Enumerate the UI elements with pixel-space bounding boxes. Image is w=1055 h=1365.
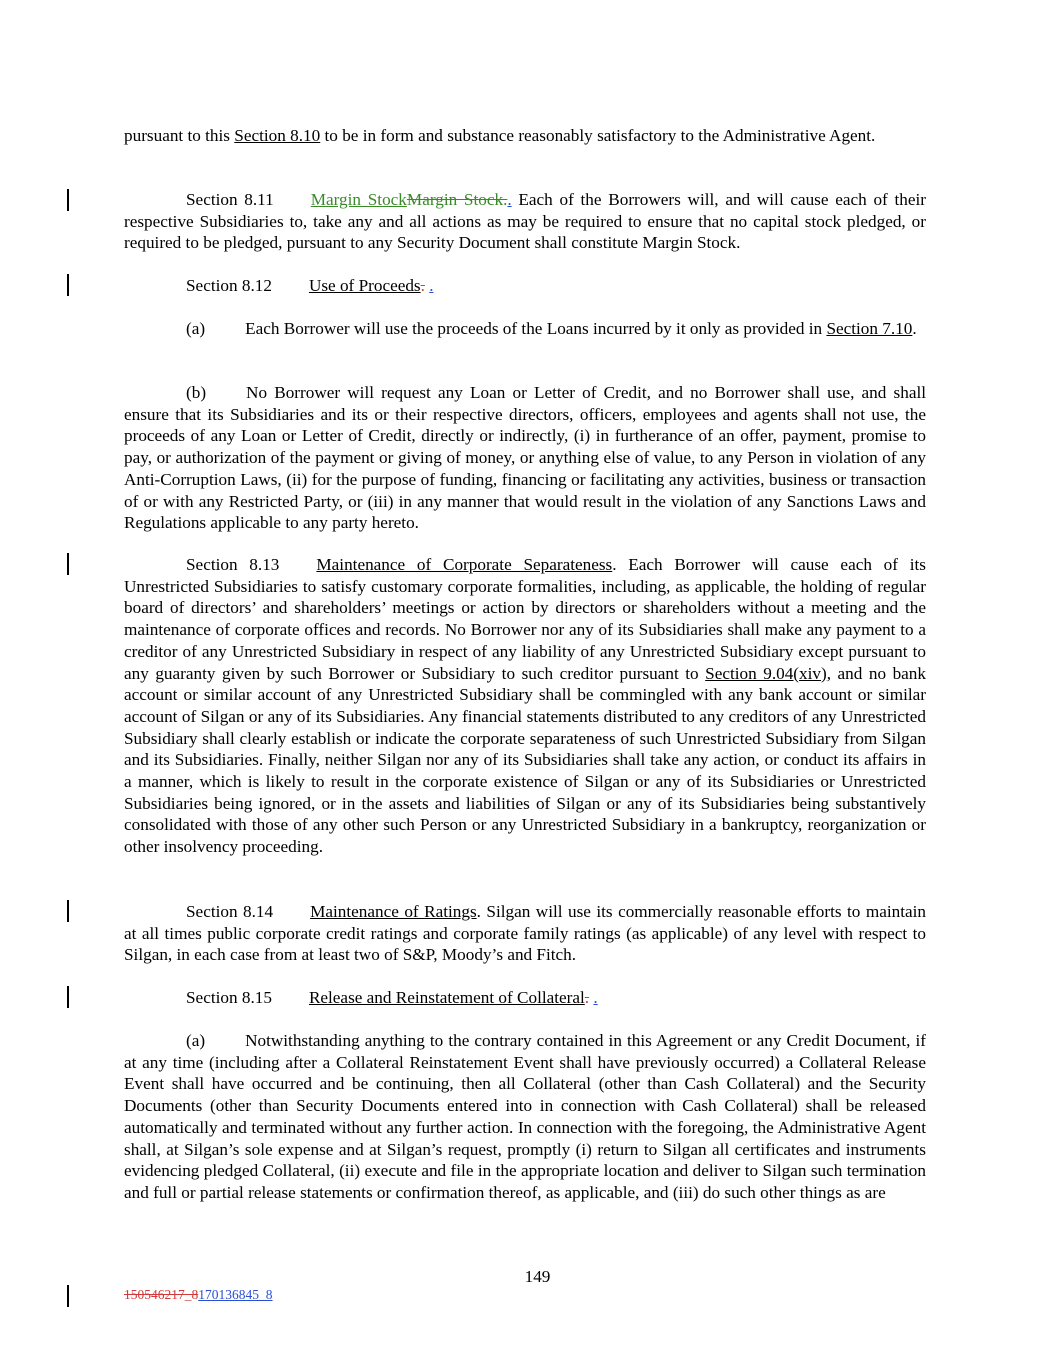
section-title: Maintenance of Corporate Separateness bbox=[316, 555, 613, 574]
section-number: Section 8.14 bbox=[186, 902, 274, 921]
section-ref: Section 7.10 bbox=[826, 319, 913, 338]
document-id-footer bbox=[124, 1287, 273, 1303]
subsection-a: (a) Each Borrower will use the proceeds of the Loans incurred by it only as provided in Section 7.10. bbox=[186, 319, 917, 338]
subsection-b: (b) No Borrower will request any Loan or Letter of Credit, and no Borrower shall use, and shall ensure that its Subsidiaries and its or their respective directors, officers, employees and agents shall not use, the proceeds of any Loan or Letter of Credit, directly or indirectly, (i) in furtherance of an offer, payment, promise to pay, or authorization of the payment or giving of money, or anything else of value, to any Person in violation of any Anti-Corruption Laws, (ii) for the purpose of funding, financing or facilitating any activities, business or transaction of or with any Restricted Party, or (iii) in any manner that would result in the violation of any Sanctions Laws and Regulations applicable to any party hereto. bbox=[124, 383, 926, 533]
section-title: Use of Proceeds bbox=[308, 276, 421, 295]
inserted-doc-id: 170136845_8 bbox=[198, 1287, 273, 1302]
section-8-12-heading: Section 8.12 Use of Proceeds. . bbox=[186, 276, 434, 295]
page-number: 149 bbox=[524, 1267, 551, 1286]
section-ref: Section 8.10 bbox=[234, 126, 321, 145]
change-bar bbox=[67, 553, 69, 575]
change-bar bbox=[67, 986, 69, 1008]
section-title: Maintenance of Ratings bbox=[310, 902, 477, 921]
change-bar bbox=[67, 189, 69, 211]
section-8-14: Section 8.14 Maintenance of Ratings. Silgan will use its commercially reasonable efforts to maintain at all times public corporate credit ratings and corporate family ratings (as applicable) of any level with respect to Silgan, in each case from at least two of S&P, Moody’s and Fitch. bbox=[124, 902, 926, 965]
section-8-13: Section 8.13 Maintenance of Corporate Separateness. Each Borrower will cause each of its Unrestricted Subsidiaries to satisfy customary corporate formalities, including, as applicable, the holding of regular board of directors’ and shareholders’ meetings or action by directors or shareholders without a meeting and the maintenance of corporate offices and records. No Borrower nor any of its Subsidiaries shall make any payment to a creditor of any Unrestricted Subsidiary in respect of any liability of any Unrestricted Subsidiary except pursuant to any guaranty given by such Borrower or Subsidiary to such creditor pursuant to Section 9.04(xiv), and no bank account or similar account of any Unrestricted Subsidiary shall be commingled with any bank account or similar account of Silgan or any of its Subsidiaries. Any financial statements distributed to any creditors of any Unrestricted Subsidiary shall clearly establish or indicate the corporate separateness of such Unrestricted Subsidiary from Silgan and its Subsidiaries. Finally, neither Silgan nor any of its Subsidiaries shall take any action, or conduct its affairs in a manner, which is likely to result in the corporate existence of Silgan or any of its Subsidiaries or Unrestricted Subsidiaries being ignored, or in the assets and liabilities of Silgan or any of its Subsidiaries being substantively consolidated with those of any other such Person or any Unrestricted Subsidiary in a bankruptcy, reorganization or other insolvency proceeding. bbox=[124, 555, 926, 857]
section-ref: Section 9.04(xiv) bbox=[705, 663, 827, 683]
section-8-11: Section 8.11 Margin StockMargin Stock.. Each of the Borrowers will, and will cause each of their respective Subsidiaries to, take any and all actions as may be required to ensure that no capital stock pledged, or required to be pledged, pursuant to any Security Document shall constitute Margin Stock. bbox=[124, 190, 926, 253]
section-8-15-heading: Section 8.15 Release and Reinstatement of Collateral. . bbox=[186, 988, 598, 1007]
change-bar bbox=[67, 1285, 69, 1307]
section-title-deleted: Margin Stock. bbox=[406, 190, 508, 209]
section-number: Section 8.15 bbox=[186, 988, 272, 1007]
section-number: Section 8.12 bbox=[186, 276, 272, 295]
change-bar bbox=[67, 274, 69, 296]
section-title: Release and Reinstatement of Collateral bbox=[308, 988, 585, 1007]
subsection-a: (a) Notwithstanding anything to the contrary contained in this Agreement or any Credit Document, if at any time (including after a Collateral Reinstatement Event shall have previously occurred) a Collateral Release Event shall have occurred and be continuing, then all Collateral (other than Cash Collateral) and the Security Documents (other than Security Documents entered into in connection with Cash Collateral) shall be released automatically and terminated without any further action. In connection with the foregoing, the Administrative Agent shall, at Silgan’s sole expense and at Silgan’s request, promptly (i) return to Silgan all certificates and instruments evidencing pledged Collateral, (ii) execute and file in the appropriate location and deliver to Silgan such termination and full or partial release statements or confirmation thereof, as applicable, and (iii) do such other things as are bbox=[124, 1031, 926, 1202]
intro-paragraph: pursuant to this Section 8.10 to be in form and substance reasonably satisfactory to the Administrative Agent. bbox=[124, 126, 876, 145]
section-number: Section 8.13 bbox=[186, 555, 280, 574]
section-number: Section 8.11 bbox=[186, 190, 274, 209]
section-title-inserted: Margin Stock bbox=[310, 190, 407, 209]
change-bar bbox=[67, 900, 69, 922]
deleted-doc-id: 150546217_8 bbox=[124, 1287, 199, 1302]
